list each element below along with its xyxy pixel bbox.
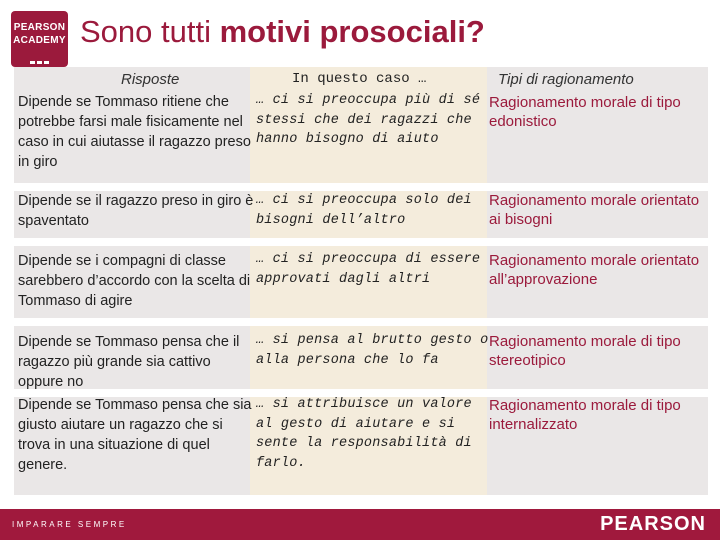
- row-4-risposta: Dipende se Tommaso pensa che il ragazzo più grande sia cattivo oppure no: [18, 334, 240, 390]
- row-2-risposta: Dipende se il ragazzo preso in giro è spaventato: [18, 193, 254, 229]
- row-separator: [14, 318, 708, 326]
- pearson-brand: PEARSON: [600, 513, 706, 535]
- footer-tagline: IMPARARE SEMPRE: [12, 520, 127, 529]
- row-1-caso: … ci si preoccupa più di sé stessi che dei ragazzi che hanno bisogno di aiuto: [256, 93, 481, 147]
- header-in-questo-caso: In questo caso …: [292, 71, 427, 87]
- row-2-ragionamento: Ragionamento morale orientato ai bisogni: [489, 192, 700, 228]
- row-5-risposta: Dipende se Tommaso pensa che sia giusto aiutare un ragazzo che si trova in una situazione di quel genere.: [18, 397, 252, 473]
- row-3-ragionamento: Ragionamento morale orientato all’approvazione: [489, 252, 700, 288]
- logo-dots: [25, 51, 54, 54]
- row-1-ragionamento: Ragionamento morale di tipo edonistico: [489, 94, 681, 130]
- page-title: [80, 14, 485, 50]
- row-separator: [14, 183, 708, 191]
- row-separator: [14, 238, 708, 246]
- row-3-caso: … ci si preoccupa di essere approvati dagli altri: [256, 252, 481, 287]
- header-tipi-di-ragionamento: Tipi di ragionamento: [498, 71, 634, 88]
- footer-bar: [0, 509, 720, 540]
- row-1-risposta: Dipende se Tommaso ritiene che potrebbe farsi male fisicamente nel caso in cui aiutasse il ragazzo preso in giro: [18, 94, 251, 170]
- row-4-ragionamento: Ragionamento morale di tipo stereotipico: [489, 333, 681, 369]
- logo-line-1: PEARSON: [13, 22, 66, 33]
- row-5-caso: … si attribuisce un valore al gesto di aiutare e si sente la responsabilità di farlo.: [256, 397, 472, 471]
- row-2-caso: … ci si preoccupa solo dei bisogni dell’altro: [256, 193, 472, 228]
- row-5-ragionamento: Ragionamento morale di tipo internalizzato: [489, 397, 681, 433]
- row-3-risposta: Dipende se i compagni di classe sarebbero d’accordo con la scelta di Tommaso di agire: [18, 253, 251, 309]
- logo-line-2: ACADEMY: [13, 35, 66, 46]
- row-4-caso: … si pensa al brutto gesto o alla persona che lo fa: [256, 333, 489, 368]
- title-bold: motivi prosociali?: [219, 14, 485, 49]
- title-normal: Sono tutti: [80, 14, 220, 49]
- header-risposte: Risposte: [121, 71, 180, 88]
- pearson-academy-logo: [11, 11, 68, 67]
